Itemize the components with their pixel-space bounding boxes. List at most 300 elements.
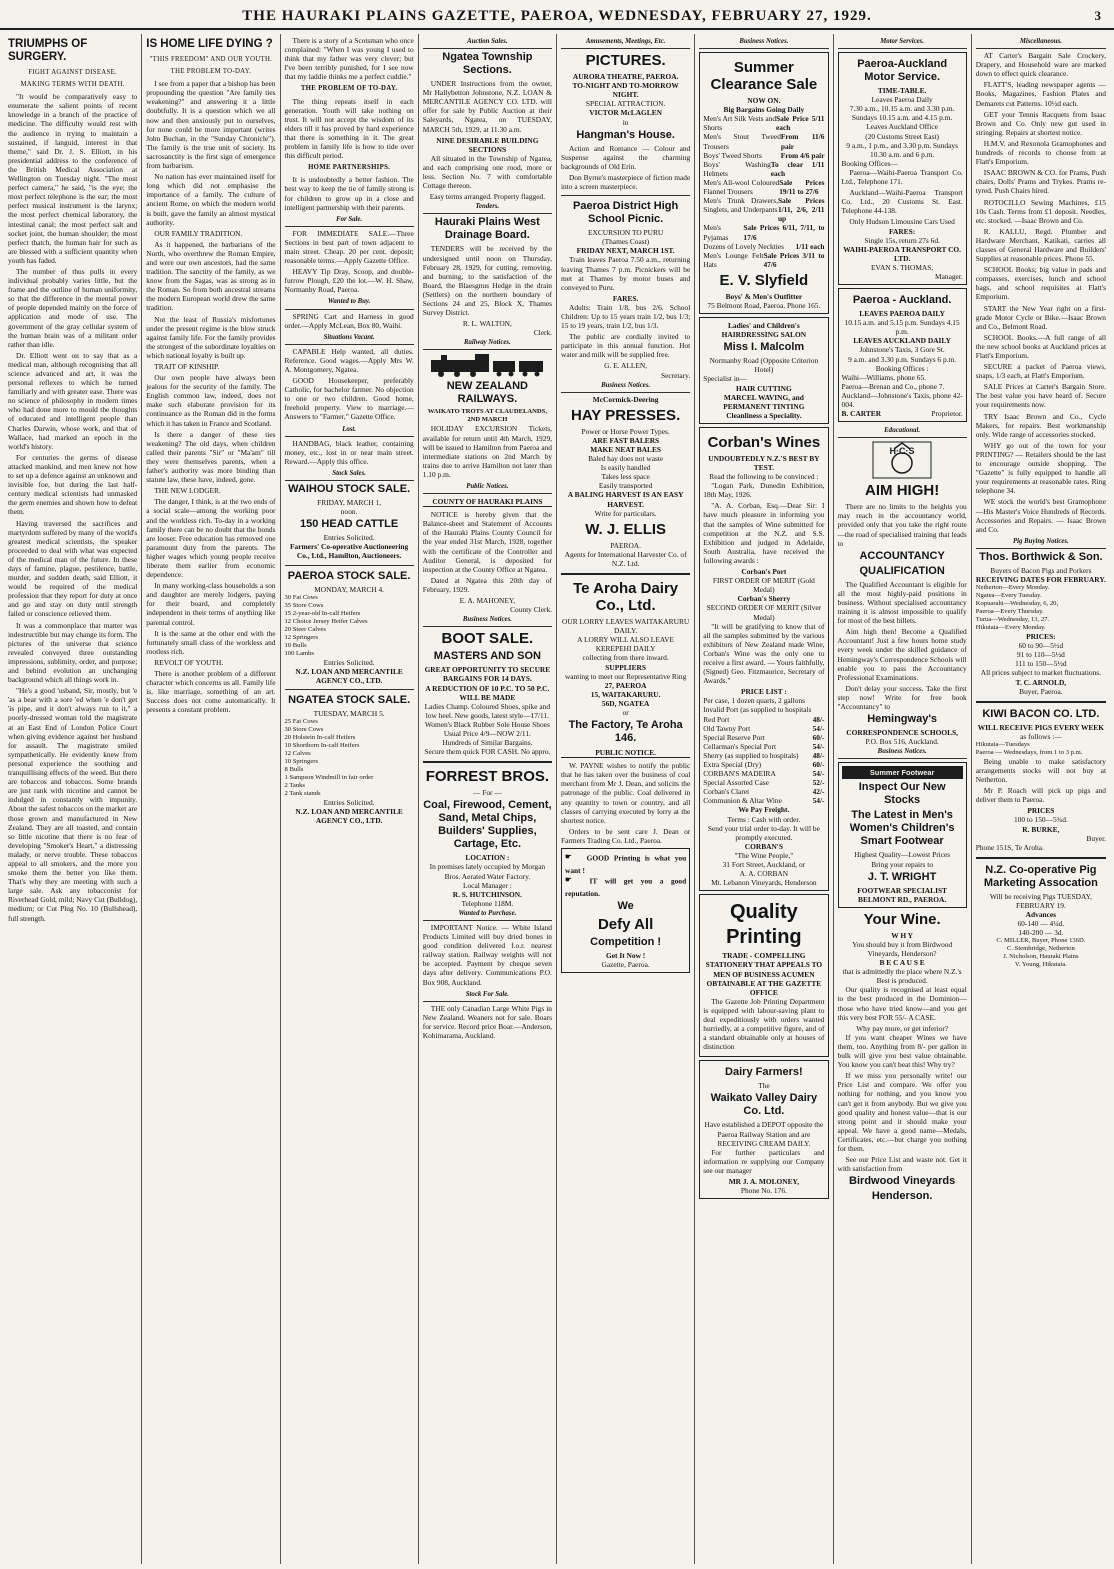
article-paragraph: There is another problem of a different character which concerns us all. Family life is, like marriage, something of an art. Success does not come automatically. It presents a constant problem. <box>146 669 276 715</box>
receiving-date: Paeroa—Every Thursday. <box>975 608 1044 616</box>
section-tag: Amusements, Meetings, Etc. <box>561 36 690 49</box>
price-row-value: 42/- <box>812 787 825 797</box>
hay-power: Power or Horse Power Types. <box>581 426 670 436</box>
article-paragraph: Dr. Elliott went on to say that as a medical man, although recognising that all science advanced and art, it was the personal reflexes to which he turned familiarly and with greater ease. There was no science of philosophy in modern times who had done more to mould the thoughts of educated and intelligent people than Charles Darwin, whose work, and that of Wallace, had marked an epoch in the world's history. <box>8 350 138 451</box>
section-tag: Wanted to Purchase. <box>423 908 552 921</box>
pictures-title: PICTURES. <box>585 52 666 70</box>
terms: Terms : Cash with order. <box>727 814 801 824</box>
corban-best: UNDOUBTEDLY N.Z.'S BEST BY TEST. <box>708 453 820 472</box>
motor-service-ad <box>838 52 967 285</box>
hay-fast: ARE FAST BALERS <box>592 435 660 445</box>
section-tag: For Sale. <box>285 214 414 227</box>
price-row-label: Corban's Claret <box>703 787 750 797</box>
coop-person: C. MILLER, Buyer, Phone 136D. <box>996 937 1086 945</box>
article-paragraph: Not the least of Russia's misfortunes under the present regime is the blow struck against family life. For the family provides the strongest of the subordinate loyalties on which national loyalty is built up. <box>146 314 276 360</box>
lorry-1: OUR LORRY LEAVES WAITAKARURU DAILY. <box>562 617 690 636</box>
payne-orders: Orders to be sent care J. Dean or Farmers Trading Co. Ltd., Paeroa. <box>561 826 691 845</box>
borthwick-sub: Buyers of Bacon Pigs and Porkers <box>990 565 1092 575</box>
leaves-auckland-times: 9 a.m., 1 p.m., and 3.30 p.m. Sundays 10.30 a.m. and 6 p.m. <box>846 140 958 159</box>
booking-2: Auckland—Waihi-Paeroa Transport Co. Ltd., 20 Customs St. East. Telephone 44-138. <box>841 188 963 216</box>
misc-ad: SECURE a packet of Paeroa views, snaps, 1/3 each, at Flatt's Emporium. <box>975 362 1106 381</box>
misc-ads <box>976 51 1106 534</box>
section-tag: Auction Sales. <box>423 36 552 49</box>
wine-text: If you want cheaper Wines we have them, too. Anything from 8/- per gallon in bulk will give you best value obtainable. You know you can't beat this! Why try? <box>837 1032 967 1070</box>
article-paragraph: It is undoubtedly a better fashion. The best way to keep the tie of family strong is for children to grow up in a close and intelligent partnership with their parents. <box>284 175 414 212</box>
picnic-title: Paeroa District High School Picnic. <box>573 200 679 226</box>
salon-service: PERMANENT TINTING <box>723 401 805 411</box>
price-row-value: 52/- <box>812 778 825 788</box>
boot-sale-title: BOOT SALE. <box>441 630 534 648</box>
misc-ad: SCHOOL Books.—A full range of all the new school books at Auckland prices at Flatt's Emporium. <box>975 332 1106 360</box>
stock-sale-agent: N.Z. LOAN AND MERCANTILE AGENCY CO., LTD. <box>295 807 403 826</box>
salon-services <box>703 384 824 420</box>
article-subhead: "THIS FREEDOM" AND OUR YOUTH. <box>149 56 273 63</box>
misc-ad: GET your Tennis Racquets from Isaac Brown and Co. Only new gut used in stringing. Repairs at shortest notice. <box>975 109 1106 137</box>
wine-text: See our Price List and waste not. Get it with satisfaction from <box>837 1155 967 1174</box>
sale-item-value: Sale Prices 19/11 to 27/6 <box>779 177 825 197</box>
price-row-label: Extra Special (Dry) <box>703 760 762 769</box>
auction-lots: NINE DESIRABLE BUILDING SECTIONS <box>436 135 539 154</box>
thomas: EVAN S. THOMAS, <box>871 262 934 272</box>
forrest-location: In premises lately occupied by Morgan Bros. Aerated Water Factory. <box>429 862 546 881</box>
sale-item <box>703 178 824 196</box>
payne-text: W. PAYNE wishes to notify the public that he has taken over the business of coal merchant from Mr J. Dean, and solicits the patronage of the public. Coal delivered in any quantity to town or country, and all classes of carrying executed by lorry at the shortest notice. <box>561 761 691 825</box>
sf-wright: J. T. WRIGHT <box>867 870 937 883</box>
coop-person: J. Nicholson, Hauraki Plains <box>1003 953 1079 961</box>
article-paragraph: REVOLT OF YOUTH. <box>154 657 224 667</box>
rail-title: NEW ZEALAND RAILWAYS. <box>446 380 529 406</box>
kiwi-roach: Mr P. Roach will pick up pigs and deliver them to Paeroa. <box>975 786 1106 805</box>
fares-title: FARES. <box>612 293 639 303</box>
leaves-auckland: Leaves Auckland Office <box>866 122 938 132</box>
now-on: NOW ON. <box>747 96 781 106</box>
tonight: TO-NIGHT AND TO-MORROW NIGHT. <box>572 81 679 100</box>
section-tag: Stock For Sale. <box>423 989 552 1002</box>
receiving: RECEIVING DATES FOR FEBRUARY. <box>975 574 1106 584</box>
price-row-value: 60/- <box>812 760 825 769</box>
big-bargains: Big Bargains Going Daily <box>723 105 805 115</box>
suppliers-text: wanting to meet our Representative Ring <box>564 671 687 681</box>
article-paragraph: Having traversed the sacrifices and martyrdom suffered by many of the world's greatest medical scientists, the speaker proceeded to deal with what was expected of the medical man of the future. In these days of famine, plague, pestilence, battle, murder, and sudden death, said Elliott, it would be required of the medical profession that they report for duty at once and go and stay on duty until strength failed or conscience relieved them. <box>8 518 138 619</box>
stock-lot-list <box>285 594 414 658</box>
corban-quote: "Logan Park, Dunedin Exhibition, 18th May, 1926. <box>703 481 825 500</box>
waikato-the: The <box>758 1081 770 1091</box>
forrest-location-title: LOCATION : <box>465 853 510 863</box>
stock-sale-date: TUESDAY, MARCH 5. <box>313 708 385 718</box>
sale-item-value: To clear 1/11 each <box>770 159 825 178</box>
stock-lot: 10 Bulls <box>284 641 307 649</box>
price-row: 91 to 110—5½d <box>1016 650 1065 660</box>
sale-item-value: From 11/6 pair <box>780 132 825 151</box>
stock-lot-list <box>285 718 414 798</box>
suppliers: SUPPLIERS <box>605 662 646 672</box>
article-subhead: THE PROBLEM OF TO-DAY. <box>300 85 398 93</box>
hay-brand: McCormick-Deering <box>592 394 659 404</box>
tender-title: Hauraki Plains West Drainage Board. <box>434 216 540 242</box>
stock-lot: 30 Store Cows <box>284 725 324 733</box>
waikato-more: For further particulars and information re supplying our Company see our manager <box>703 1147 825 1175</box>
stock-lot: 20 Holstein In-calf Heifers <box>284 733 356 741</box>
waikato-phone: Phone No. 176. <box>740 1186 787 1196</box>
timetable: TIME-TABLE. <box>877 86 927 96</box>
dairy-title: Te Aroha Dairy Co., Ltd. <box>573 580 679 615</box>
picnic-train: Train leaves Paeroa 7.50 a.m., returning leaving Thames 7 p.m. Picnickers will be met at Thames by motor buses and conveyed to Puru. <box>561 255 691 292</box>
pa2-b2: Paeroa—Brenan and Co., phone 7. <box>841 381 945 391</box>
kiwi-text: Being unable to make satisfactory arrangements stocks will not buy at Netherton. <box>975 756 1106 785</box>
leaves-paeroa: Leaves Paeroa Daily <box>871 95 933 105</box>
sf-spec: FOOTWEAR SPECIALIST BELMONT RD., PAEROA. <box>857 885 947 904</box>
misc-ad: ROTOCILLO Sewing Machines, £15 10s Cash. Terms from £1 deposit. Needles, etc. stocked. —Isaac Brown and Co. <box>975 197 1106 225</box>
stock-lot: 25 Fat Cows <box>284 717 318 725</box>
hay-easy: A BALING HARVEST IS AN EASY HARVEST. <box>567 490 684 509</box>
fares-title: FARES: <box>889 226 916 236</box>
leaves-paeroa-times: 7.30 a.m., 10.15 a.m. and 3.30 p.m. Sundays 10.15 a.m. and 4.15 p.m. <box>849 104 955 123</box>
article-subhead: FIGHT AGAINST DISEASE. <box>28 69 118 76</box>
salon-addr: Normanby Road (Opposite Criterion Hotel) <box>709 356 819 375</box>
price-row <box>703 796 824 805</box>
sale-item-label: Men's Lounge Felt Hats <box>703 250 764 269</box>
section-tag: Wanted to Buy. <box>285 296 414 309</box>
article-body <box>146 79 275 714</box>
forrest-manager-label: Local Manager : <box>462 880 512 890</box>
misc-ad: H.M.V. and Rexonola Gramophones and hundreds of records to choose from at Flatt's Emporium. <box>975 138 1106 167</box>
boot-items <box>423 702 552 757</box>
hay-points <box>561 454 690 490</box>
article-paragraph: The number of thus pulls in every individual probably varies little, but the frame and the outline of human uniformity, so that the difference in the mental power of people depended mainly on the force of application and mode of use. The government of the gray cellular system of the human brain was of a militant order rather than idle. <box>8 266 138 349</box>
supplier-or: or <box>622 707 629 717</box>
summer-footwear-ad <box>838 762 967 907</box>
price-row <box>703 760 824 769</box>
kiwi-prices: 100 to 150—5¾d. <box>1013 815 1068 825</box>
arnold: T. C. ARNOLD, <box>1015 677 1067 687</box>
sherry-title: Corban's Sherry <box>737 594 791 604</box>
wine-text: Why pay more, or get inferior? <box>856 1023 949 1033</box>
boot-opportunity: GREAT OPPORTUNITY TO SECURE BARGAINS FOR 14 DAYS. <box>424 665 551 684</box>
advance-row: 140-200 — 3d. <box>1018 928 1064 938</box>
county-role: County Clerk. <box>510 605 552 615</box>
pa2-auck: LEAVES AUCKLAND DAILY <box>853 336 951 346</box>
sale-item-value: Sale Prices 1/11, 2/6, 2/11 up <box>777 196 825 224</box>
locomotive-icon <box>427 352 547 378</box>
fares-sign: G. E. ALLEN, <box>604 361 648 371</box>
stock-lot: 10 Shorthorn In-calf Heifers <box>284 741 360 749</box>
gazette: Gazette, Paeroa. <box>601 960 650 970</box>
boot-item: Secure them quick FOR CASH. No appro. <box>424 747 551 757</box>
stock-lot: 1 Sampson Windmill in fair order <box>284 773 374 781</box>
price-row-label: Old Tawny Port <box>703 723 751 733</box>
stock-sale-title: PAEROA STOCK SALE. <box>287 569 411 582</box>
misc-ad: ISAAC BROWN & CO. for Prams, Push chairs, Dolls' Prams and Trykes. Prams re-tyred. Push Chairs hired. <box>975 168 1106 196</box>
boot-item: Ladies Champ. Coloured Shoes, spike and low heel. New goods, latest style—17/11. <box>424 701 551 720</box>
price-row-value: 54/- <box>812 723 825 733</box>
column-3 <box>281 34 419 1564</box>
borthwick: Thos. Borthwick & Son. <box>979 550 1103 563</box>
ellis-town: PAEROA. <box>610 540 641 550</box>
prices-note: All prices subject to market fluctuations. <box>980 668 1102 678</box>
stock-sale-head: 150 HEAD CATTLE <box>300 518 399 531</box>
boot-item: Hundreds of Similar Bargains. <box>442 738 533 748</box>
advances: Advances <box>1025 910 1057 920</box>
picnic-sub: EXCURSION TO PURU <box>587 228 664 238</box>
section-tag: Motor Services. <box>838 36 967 49</box>
price-list <box>703 715 824 806</box>
county-date: Dated at Ngatea this 20th day of February, 1929. <box>422 575 552 594</box>
tender-text: TENDERS will be received by the undersigned until noon on Thursday, February 28, 1929, for cutting, removing, and burning, to the satisfaction of the Board, the Blaesgnus Hedge in the drain (Settlers) on the northern boundary of Sections 24 and 25, Block X, Thames Survey District. <box>422 244 552 318</box>
waikato-manager: MR J. A. MOLONEY, <box>728 1177 800 1186</box>
salon-service: MARCEL WAVING, and <box>723 392 804 402</box>
factory: The Factory, Te Aroha 146. <box>568 719 683 745</box>
forrest-title: FORREST BROS. <box>425 768 550 786</box>
stock-sale-entries: Entries Solicited. <box>323 797 375 807</box>
sale-item <box>703 114 824 132</box>
corban-addr: "The Wine People," <box>734 850 794 860</box>
rail-text: HOLIDAY EXCURSION Tickets, available for return until 4th March, 1929, will be issued to Hamilton from Paeroa and intermediate stations on 2nd March by trains due to arrive Hamilton not later than 1.10 p.m. <box>422 424 552 479</box>
corban-quote: "It will be gratifying to know that of all the samples submitted by the various exhibitors of New Zealand made Wine, Corban's Wine was the only one to receive a first award. — Yours faithfully, (Signed) Geo. Fitzmaurice, Secretary of Awards." <box>703 621 825 686</box>
section-tag: Educational. <box>838 425 967 438</box>
pa2-auck-from: Johnstone's Taxis, 3 Gore St. <box>859 345 945 355</box>
section-tag: Public Notices. <box>423 481 552 494</box>
stock-lot: 12 Choice Jersey Heifer Calves <box>284 617 368 625</box>
price-row <box>703 724 824 733</box>
price-row-label: Communion & Altar Wine <box>703 796 782 806</box>
page-number: 3 <box>1094 8 1102 23</box>
corban-addr: 31 Fort Street, Auckland, or <box>722 860 806 870</box>
advance-rows <box>976 919 1106 937</box>
county-sign: E. A. MAHONEY, <box>459 596 516 606</box>
boot-item: Women's Black Rubber Sole House Shoes Usual Price 4/9—NOW 2/11. <box>424 719 550 738</box>
we: We <box>617 900 634 913</box>
wine-text: You should buy it from Birdwood Vineyards, Henderson? <box>852 939 953 958</box>
price-row-label: Special Reserve Port <box>703 732 765 742</box>
supplier-phones <box>561 681 690 708</box>
stock-lot: 12 Calves <box>284 749 311 757</box>
price-sub: Invalid Port (as supplied to hospitals <box>703 705 812 715</box>
pa2-title: Paeroa - Auckland. <box>852 294 952 307</box>
article-paragraph: The thing repeats itself in each generation. Youth will take nothing on trust. It will not accept the wisdom of its elders till it has proved by hard experience that there is something in it. The great problem in family life is how to tide over this difficult period. <box>284 96 414 161</box>
section-tag: Business Notices. <box>561 380 690 393</box>
forrest-list: Coal, Firewood, Cement, Sand, Metal Chips, Builders' Supplies, Cartage, Etc. <box>423 799 552 851</box>
stock-lot: 15 2-year-old In-calf Heifers <box>284 609 361 617</box>
summer-sale-ad <box>699 52 828 314</box>
get-now: Get It Now ! <box>606 951 646 961</box>
film-title: Hangman's House. <box>576 128 675 141</box>
newspaper-columns <box>4 34 1110 1564</box>
coop-people <box>976 937 1106 969</box>
stock-lot: 30 Fat Cows <box>284 593 318 601</box>
receiving-date: Ngatea—Every Tuesday. <box>975 592 1042 600</box>
fares: Single 15s, return 27s 6d. <box>864 235 940 245</box>
price-row-value: 48/- <box>812 750 825 760</box>
article-headline: TRIUMPHS OF SURGERY. <box>8 38 88 63</box>
film-star: VICTOR McLAGLEN <box>589 108 662 118</box>
receiving-dates <box>976 584 1106 632</box>
sale-item <box>703 242 824 251</box>
sale-item <box>703 196 824 223</box>
stock-sale-date: MONDAY, MARCH 4. <box>314 584 385 594</box>
qualification: QUALIFICATION <box>859 564 945 577</box>
sf-title: Summer Footwear <box>842 766 963 779</box>
salon-service: HAIR CUTTING <box>736 383 792 393</box>
auction-terms: Easy terms arranged. Property flagged. <box>429 192 546 202</box>
coop-text: Will be receiving Pigs TUESDAY, FEBRUARY 19. <box>989 891 1092 910</box>
sf-repairs: Bring your repairs to <box>871 859 934 869</box>
article-body <box>8 92 137 922</box>
corban-name: CORBAN'S <box>744 841 783 851</box>
stock-lot: 100 Lambs <box>284 649 314 657</box>
port-title: Corban's Port <box>741 567 787 577</box>
stock-text: THE only Canadian Large White Pigs in New Zealand. Weaners not for sale. Boars for service. Record price Boar.—Anderson, Kohimarama, Auckland. <box>422 1003 552 1041</box>
article-paragraph: I see from a paper that a bishop has been propounding the question "Are family ties weakening?" and answering it a little doubtfully. It is a question which we all now and then anxiously put to ourselves, for none could be more important (writes John Buchan, in the "Sunday Chronicle"). The family is the true unit of society. Its sacrosanctity is the first sign of emergence from barbarism. <box>146 79 276 171</box>
section-tag: Miscellaneous. <box>976 36 1106 49</box>
wine-town: Henderson. <box>871 1190 933 1203</box>
advance-row: 60-140 — 4¼d. <box>1017 919 1065 929</box>
wine-title: Your Wine. <box>863 910 941 928</box>
classified-list <box>285 347 414 422</box>
corban-addr: A. A. CORBAN <box>739 869 789 879</box>
pa2-leaves: LEAVES PAEROA DAILY <box>859 309 945 319</box>
wine-text: that is admittedly the place where N.Z.'s Best is produced. <box>842 967 962 986</box>
price-row <box>703 778 824 787</box>
hay-write: Write for particulars. <box>594 508 657 518</box>
fares-note: The public are cordially invited to participate in this annual function. Hot water and milk will be supplied free. <box>561 332 691 360</box>
sale-item-label: Men's All-wool Coloured Flannel Trousers <box>703 177 780 197</box>
sale-item-label: Dozens of Lovely Neckties <box>703 241 784 251</box>
article-paragraph: THE NEW LODGER. <box>154 486 221 496</box>
price-row-label: Special Assorted Case <box>703 778 769 788</box>
section-tag: Stock Sales. <box>285 468 414 481</box>
pointing-hand-icon: ☛ <box>565 875 572 885</box>
salon-specialist: Specialist in— <box>703 374 747 384</box>
classified-ad: CAPABLE Help wanted, all duties. Reference. Good wages.—Apply Mrs W. A. Montgomery, Ngatea. <box>284 346 414 374</box>
stock-lot: 2 Tanks <box>284 781 305 789</box>
hemingway: Hemingway's <box>867 713 938 726</box>
stock-sale-agent: N.Z. LOAN AND MERCANTILE AGENCY CO., LTD. <box>295 666 403 685</box>
misc-ad: R. KALLU, Regd. Plumber and Hardware Merchant, Katikati, carries all classes of General Hardware and Builders' Supplies at reasonable prices. Phone 55. <box>975 226 1106 264</box>
price-row <box>703 733 824 742</box>
accountancy: ACCOUNTANCY <box>859 549 945 562</box>
price-row <box>703 751 824 760</box>
sale-items <box>703 114 824 269</box>
hay-point: Baled hay does not waste <box>588 454 664 464</box>
article-paragraph: "He's a good 'usband, Sir, mostly, but 'e 'as a bear with a sore 'ed when 'e don't get 'is pipe, and it don't always run to it," a poorly-dressed woman told the magistrate at an East End of London Police Court when giving evidence against her husband for assault. The magistrate smiled sympathetically. He evidently knew from personal experience the soothing and tranquillising effects of the weed. But there are tobaccos and tobaccos. Some brands are just rank with nicotine and cannot be indulged in constantly with impunity. About the safest tobaccos on the market are those grown and manufactured in New Zealand. They are all toasted, and contain so little nicotine that there is no fear of developing "Smoker's Heart," a distressing malady, or nerve trouble. These tobaccos appeal to all smokers, and the more you smoke them the better you like them. That's why they are meeting with such a large sale. Ask any tobacconist for Riverhead Gold, mild; Navy Cut (Bulldog), medium; or Cut Plug No. 10 (Bullshead), full strength. <box>8 686 138 923</box>
receiving-date: Turua—Wednesday, 13, 27. <box>975 616 1050 624</box>
aim-text: There are no limits to the heights you may reach in the accountancy world, provided only that you take the right route—the road of specialised training that leads to <box>837 502 967 548</box>
supplier-phone: 27, PAEROA <box>604 680 647 690</box>
corban-title: Corban's Wines <box>707 433 821 451</box>
section-tag: Tenders. <box>423 201 552 214</box>
rail-sub: WAIKATO TROTS AT CLAUDELANDS, 2ND MARCH <box>427 408 547 424</box>
film-desc: Action and Romance — Colour and Suspense against the charming backgrounds of Old Erin. <box>561 143 691 171</box>
stock-sale-title: WAIHOU STOCK SALE. <box>288 483 411 496</box>
aim-high: AIM HIGH! <box>865 482 940 500</box>
carter-role: Proprietor. <box>931 409 963 419</box>
article-headline: IS HOME LIFE DYING ? <box>146 38 273 50</box>
public-notice: PUBLIC NOTICE. <box>561 748 690 758</box>
county-title: COUNTY OF HAURAKI PLAINS <box>423 497 552 507</box>
film-in: in <box>622 117 629 127</box>
column-7 <box>834 34 972 1564</box>
stock-lot: 35 Store Cows <box>284 601 324 609</box>
carter: B. CARTER <box>841 409 882 419</box>
column-5 <box>557 34 695 1564</box>
sale-item <box>703 223 824 241</box>
section-tag: Railway Notices. <box>423 337 552 350</box>
kiwi-day: Paeroa — Wednesdays, from 1 to 3 p.m. <box>975 748 1083 756</box>
dont-delay: Don't delay your success. Take the first step now! Write for free book "Accountancy" to <box>837 683 967 711</box>
sale-item-label: Boys' Washing Helmets <box>703 159 771 178</box>
section-tag: Situations Vacant. <box>285 332 414 345</box>
wine-because: B E C A U S E <box>879 958 925 968</box>
sale-item-value: Sale Prices 3/11 to 47/6 <box>763 250 825 269</box>
price-row-label: Red Port <box>703 714 730 724</box>
masthead-title: THE HAURAKI PLAINS GAZETTE, PAEROA, WEDNESDAY, FEBRUARY 27, 1929. <box>242 8 872 24</box>
hay-point: Easily transported <box>598 481 653 491</box>
price-row-label: CORBAN'S MADEIRA <box>703 769 776 779</box>
article-subhead: HOME PARTNERSHIPS. <box>308 164 391 172</box>
sf-quality: Highest Quality—Lowest Prices <box>854 850 951 860</box>
paeroa-auckland-ad <box>838 288 967 422</box>
fares-role: Secretary. <box>660 370 691 380</box>
receiving-date: Netherton—Every Monday. <box>975 584 1050 592</box>
wpt: WAIHI-PAEROA TRANSPORT CO. LTD. <box>843 244 962 263</box>
quality-text: TRADE - COMPELLING STATIONERY THAT APPEALS TO MEN OF BUSINESS ACUMEN OBTAINABLE AT THE GAZETTE OFFICE <box>705 951 823 997</box>
special: SPECIAL ATTRACTION. <box>585 99 666 109</box>
wanted-text: IMPORTANT Notice. — White Island Products Limited will buy dried bones in good condition delivered f.o.r. nearest railway station. Railway weights will not be accepted. Payment by cheque seven days after delivery. Communications P.O. Box 908, Auckland. <box>422 923 552 987</box>
competition: Competition ! <box>590 936 662 949</box>
hcs-logo-icon <box>872 441 932 479</box>
price-row <box>703 742 824 751</box>
sf-inspect: Inspect Our New Stocks <box>858 781 946 807</box>
price-head: Per case, 1 dozen quarts, 2 gallons <box>703 696 806 706</box>
wine-text: Our quality is recognised at least equal to the best produced in the Dominion—those who have tried know—and you get this very best FOR 55/- A CASE. <box>837 985 967 1022</box>
price-row-label: Sherry (as supplied to hospitals) <box>703 750 799 760</box>
waikato-title: Waikato Valley Dairy Co. Ltd. <box>710 1092 818 1118</box>
classified-list <box>285 229 414 295</box>
price-row-label: Cellarman's Special Port <box>703 741 777 751</box>
burke: R. BURKE, <box>1022 824 1060 834</box>
lorry-3: collecting from there inward. <box>582 653 669 663</box>
article-paragraph: Our own people have always been jealous for the security of the family. The English common law, indeed, does not make such elaborate provision for its continuance as the Roman did in the forms which it has taken in France and Scotland. <box>146 373 276 428</box>
forrest-manager: R. S. HUTCHINSON. <box>452 889 522 899</box>
kiwi-day: Hikutaia—Tuesdays <box>975 740 1030 748</box>
stock-lot: 20 Steer Calves <box>284 625 326 633</box>
thomas-role: Manager. <box>935 271 963 281</box>
sale-item <box>703 251 824 269</box>
boot-reduction: A REDUCTION OF 10 P.C. TO 50 P.C. WILL BE MADE <box>425 683 550 702</box>
classified-ad: SPRING Cart and Harness in good order.—Apply McLean, Box 80, Waihi. <box>284 311 414 330</box>
misc-ad: AT Carter's Bargain Sale Crockery, Drapery, and Household ware are marked down to effect quick clearance. <box>975 51 1106 79</box>
section-tag: Business Notices. <box>699 36 828 49</box>
schools-addr: P.O. Box 516, Auckland. <box>865 737 939 747</box>
pa2-booking: Booking Offices : <box>875 363 929 373</box>
sale-item-label: Boys' Tweed Shorts <box>703 150 762 160</box>
column-1 <box>4 34 142 1564</box>
column-2 <box>142 34 280 1564</box>
stock-lot: 12 Springers <box>284 633 319 641</box>
sf-latest: The Latest in Men's Women's Children's Smart Footwear <box>849 809 955 848</box>
receiving-date: Kopuarahi—Wednesday, 6, 20, <box>975 600 1059 608</box>
kiwi-will: WILL RECEIVE PIGS EVERY WEEK <box>977 722 1104 732</box>
burke-role: Buyer. <box>1086 833 1106 843</box>
freight: We Pay Freight. <box>738 805 790 815</box>
pa2-b1: Waihi—Williams, phone 65. <box>841 372 926 382</box>
price-list-title: PRICE LIST : <box>740 687 787 697</box>
booking-1: Paeroa—Waihi-Paeroa Transport Co. Ltd., Telephone 171. <box>841 167 963 187</box>
column-6 <box>695 34 833 1564</box>
pa2-times: 10.15 a.m. and 5.15 p.m. Sundays 4.15 p.m. <box>844 318 960 337</box>
article-paragraph: As it happened, the barbarians of the North, who overthrew the Roman Empire, and were our own ancestors, had the same tradition. The sanctity of the family, as we know from the Sagas, was as strong as in the Roman. So from both ancestral streams the modern European world drew the same tradition. <box>146 239 276 313</box>
misc-ad: WHY go out of the town for your PRINTING? — Retailers should be the last to encourage outside shopping. The "Gazette" is fully equipped to handle all your requirements at reasonable rates. Ring telephone 34. <box>975 440 1106 496</box>
